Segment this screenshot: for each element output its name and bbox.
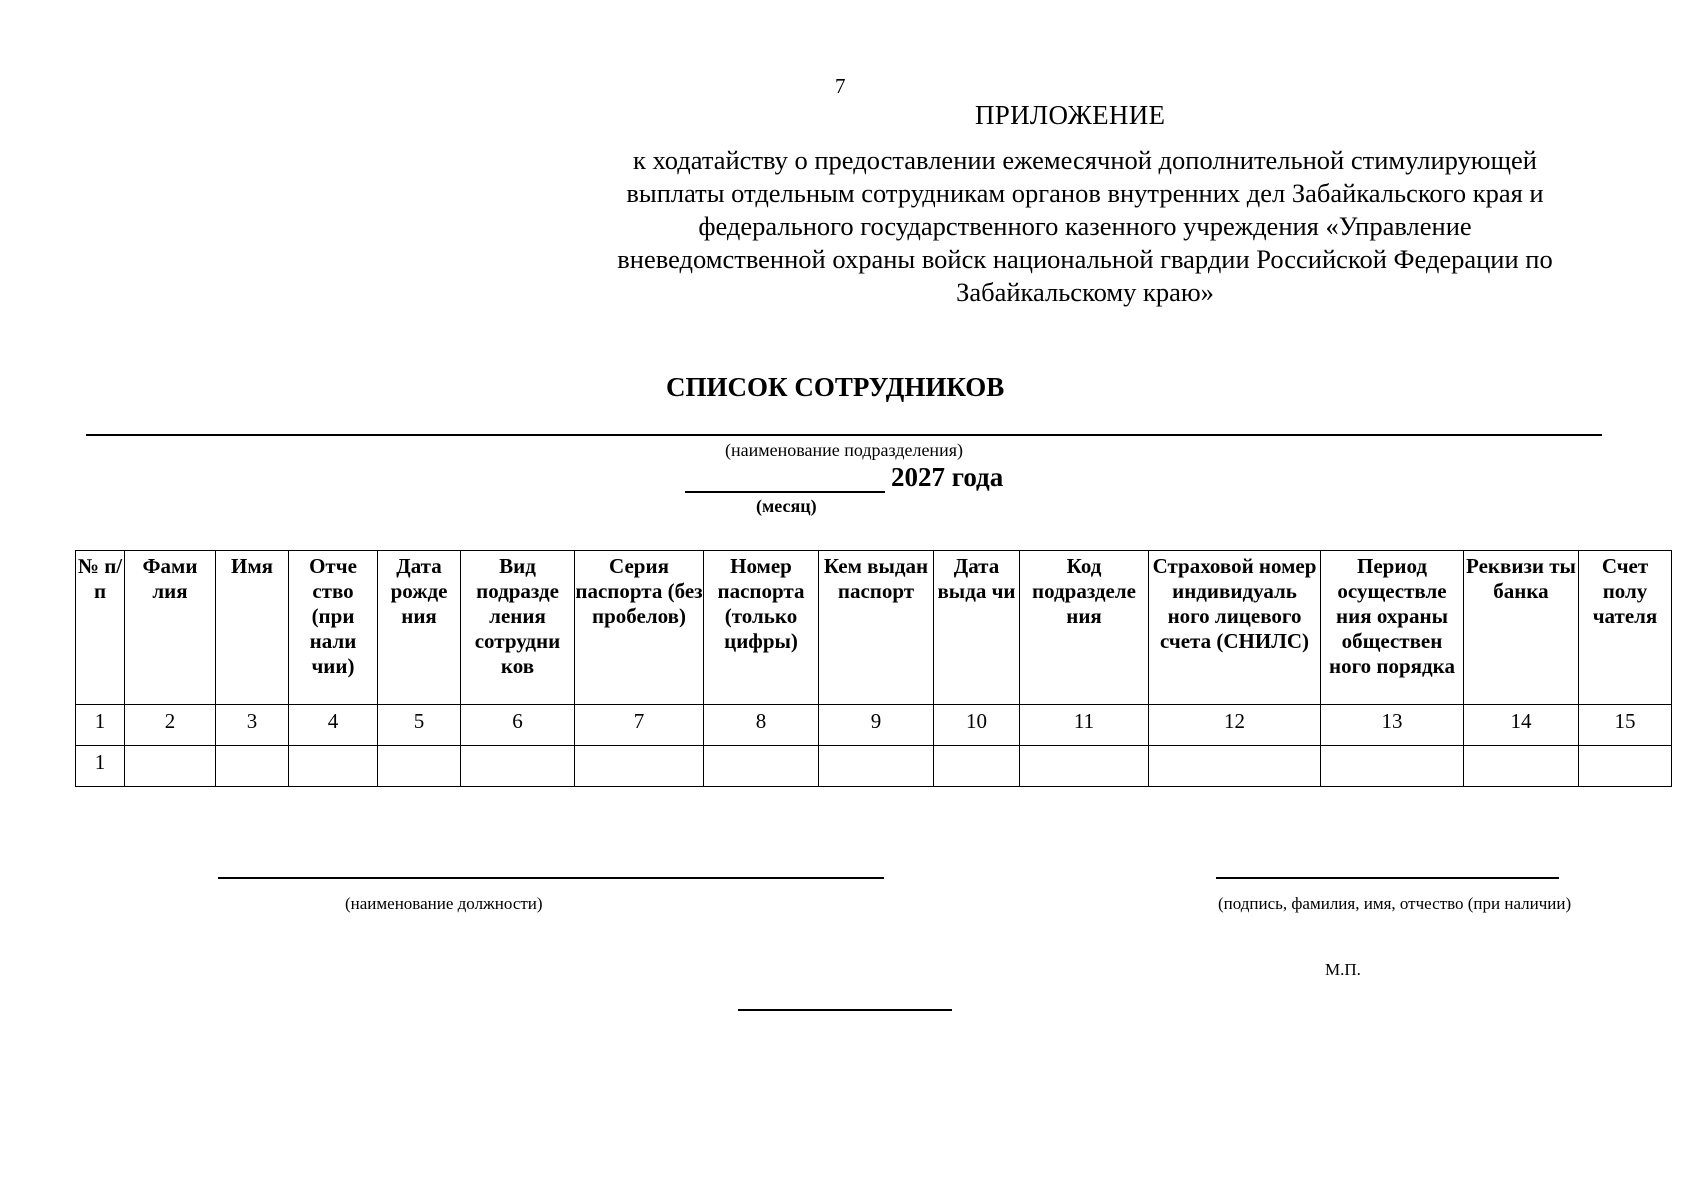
table-cell bbox=[378, 746, 461, 787]
table-cell bbox=[461, 746, 575, 787]
column-number: 5 bbox=[378, 705, 461, 746]
column-number: 8 bbox=[704, 705, 819, 746]
table-cell bbox=[819, 746, 934, 787]
month-caption: (месяц) bbox=[756, 496, 817, 516]
appendix-line: Забайкальскому краю» bbox=[956, 277, 1214, 307]
table-header: Кем выдан паспорт bbox=[819, 551, 934, 705]
department-caption: (наименование подразделения) bbox=[725, 440, 963, 460]
column-number: 13 bbox=[1321, 705, 1464, 746]
appendix-line: федерального государственного казенного учреждения «Управление bbox=[698, 211, 1472, 241]
column-number: 2 bbox=[125, 705, 216, 746]
table-header: Период осуществле ния охраны обществен ного порядка bbox=[1321, 551, 1464, 705]
table-header: Имя bbox=[216, 551, 289, 705]
table-cell bbox=[125, 746, 216, 787]
page-number: 7 bbox=[835, 74, 846, 98]
table-row bbox=[76, 746, 1672, 787]
column-number: 9 bbox=[819, 705, 934, 746]
table-header: Реквизи ты банка bbox=[1464, 551, 1579, 705]
table-cell bbox=[1020, 746, 1149, 787]
table-header: Серия паспорта (без пробелов) bbox=[575, 551, 704, 705]
column-number: 15 bbox=[1579, 705, 1672, 746]
table-cell: 1 bbox=[76, 746, 125, 787]
appendix-text bbox=[560, 144, 1610, 309]
column-number: 7 bbox=[575, 705, 704, 746]
column-number: 6 bbox=[461, 705, 575, 746]
column-number-row bbox=[76, 705, 1672, 746]
table-cell bbox=[704, 746, 819, 787]
column-number: 10 bbox=[934, 705, 1020, 746]
column-number: 4 bbox=[289, 705, 378, 746]
table-header-row bbox=[76, 551, 1672, 705]
column-number: 14 bbox=[1464, 705, 1579, 746]
table-header: Счет полу чателя bbox=[1579, 551, 1672, 705]
appendix-line: вневедомственной охраны войск национальной гвардии Российской Федерации по bbox=[617, 244, 1553, 274]
table-header: Отче ство (при нали чии) bbox=[289, 551, 378, 705]
column-number: 11 bbox=[1020, 705, 1149, 746]
table-cell bbox=[934, 746, 1020, 787]
table-header: Дата выда чи bbox=[934, 551, 1020, 705]
table-cell bbox=[1149, 746, 1321, 787]
month-line bbox=[685, 491, 885, 493]
date-line bbox=[738, 1009, 952, 1011]
column-number: 1 bbox=[76, 705, 125, 746]
position-caption: (наименование должности) bbox=[345, 894, 543, 913]
year-text: 2027 года bbox=[891, 462, 1004, 492]
table-cell bbox=[1321, 746, 1464, 787]
table-cell bbox=[289, 746, 378, 787]
table-header: Номер паспорта (только цифры) bbox=[704, 551, 819, 705]
table-cell bbox=[1579, 746, 1672, 787]
signature-caption: (подпись, фамилия, имя, отчество (при наличии) bbox=[1218, 894, 1572, 913]
list-title: СПИСОК СОТРУДНИКОВ bbox=[666, 372, 1005, 402]
table-cell bbox=[1464, 746, 1579, 787]
stamp-label: М.П. bbox=[1325, 960, 1361, 979]
table-header: № п/ п bbox=[76, 551, 125, 705]
table-cell bbox=[216, 746, 289, 787]
table-cell bbox=[575, 746, 704, 787]
appendix-line: к ходатайству о предоставлении ежемесячной дополнительной стимулирующей bbox=[633, 145, 1537, 175]
table-header: Страховой номер индивидуаль ного лицевого счета (СНИЛС) bbox=[1149, 551, 1321, 705]
appendix-line: выплаты отдельным сотрудникам органов внутренних дел Забайкальского края и bbox=[626, 178, 1544, 208]
appendix-title: ПРИЛОЖЕНИЕ bbox=[975, 100, 1166, 130]
table-header: Дата рожде ния bbox=[378, 551, 461, 705]
signature-line bbox=[1216, 877, 1559, 879]
department-line bbox=[86, 434, 1602, 436]
column-number: 3 bbox=[216, 705, 289, 746]
employee-table bbox=[75, 550, 1672, 787]
table-header: Фами лия bbox=[125, 551, 216, 705]
table-header: Код подразделе ния bbox=[1020, 551, 1149, 705]
position-line bbox=[218, 877, 884, 879]
table-header: Вид подразде ления сотрудни ков bbox=[461, 551, 575, 705]
column-number: 12 bbox=[1149, 705, 1321, 746]
